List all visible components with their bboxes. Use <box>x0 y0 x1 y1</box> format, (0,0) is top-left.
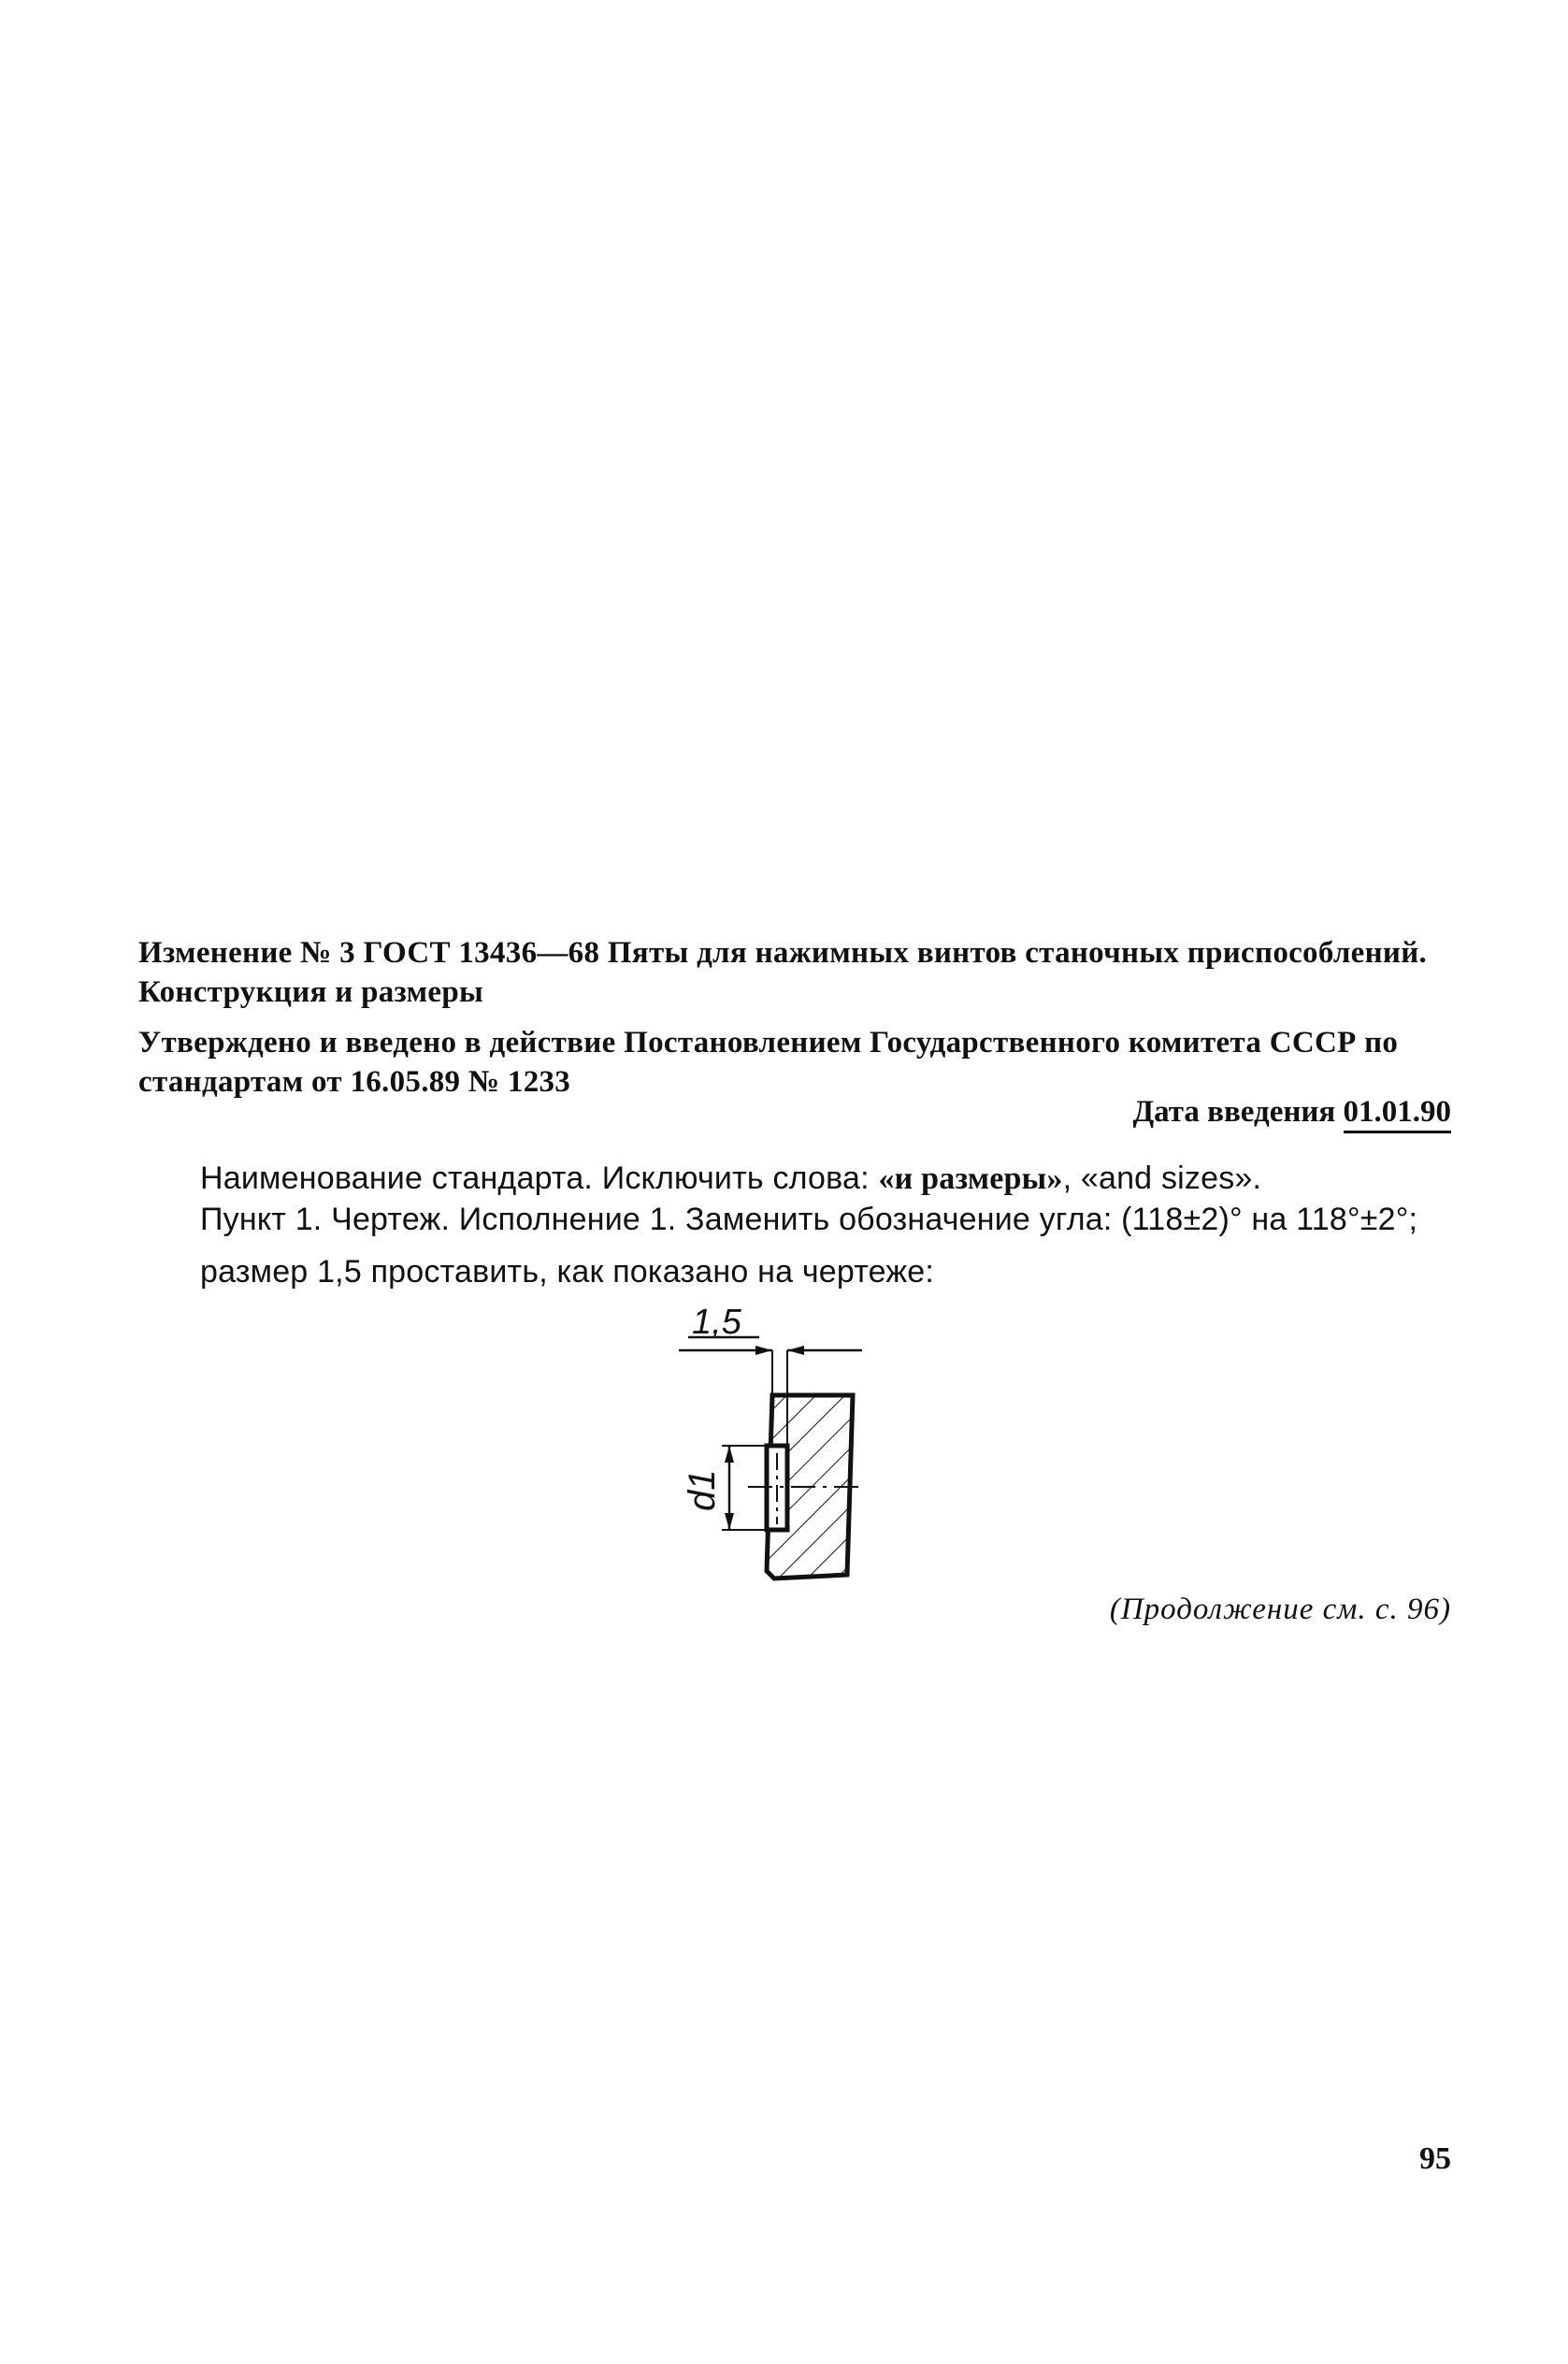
paragraph-standard-name <box>118 1160 1451 1198</box>
continuation-note: (Продолжение см. с. 96) <box>1109 1593 1451 1626</box>
page-number: 95 <box>1419 2141 1451 2176</box>
paragraph-standard-name-end: , «and sizes». <box>1062 1160 1262 1196</box>
diameter-d1-label: d1 <box>682 1469 723 1511</box>
dimension-1-5-label: 1,5 <box>692 1303 741 1342</box>
paragraph-standard-name-bold: «и размеры» <box>878 1161 1063 1196</box>
paragraph-standard-name-start: Наименование стандарта. Исключить слова: <box>200 1160 879 1196</box>
technical-drawing <box>655 1294 879 1612</box>
introduction-date-value: 01.01.90 <box>1344 1095 1452 1133</box>
change-heading: Изменение № 3 ГОСТ 13436—68 Пяты для нажимных винтов станочных приспособлений. Конструкция и размеры <box>138 936 1428 1009</box>
paragraph-dimension: размер 1,5 проставить, как показано на чертеже: <box>200 1254 935 1290</box>
introduction-date <box>935 1092 1451 1132</box>
dimension-1-5 <box>679 1303 862 1355</box>
approval-heading: Утверждено и введено в действие Постановлением Государственного комитета СССР по стандартам от 16.05.89 № 1233 <box>138 1026 1399 1099</box>
introduction-date-label: Дата введения <box>1132 1095 1336 1129</box>
paragraph-clause-1: Пункт 1. Чертеж. Исполнение 1. Заменить обозначение угла: (118±2)° на 118°±2°; <box>200 1202 1418 1237</box>
